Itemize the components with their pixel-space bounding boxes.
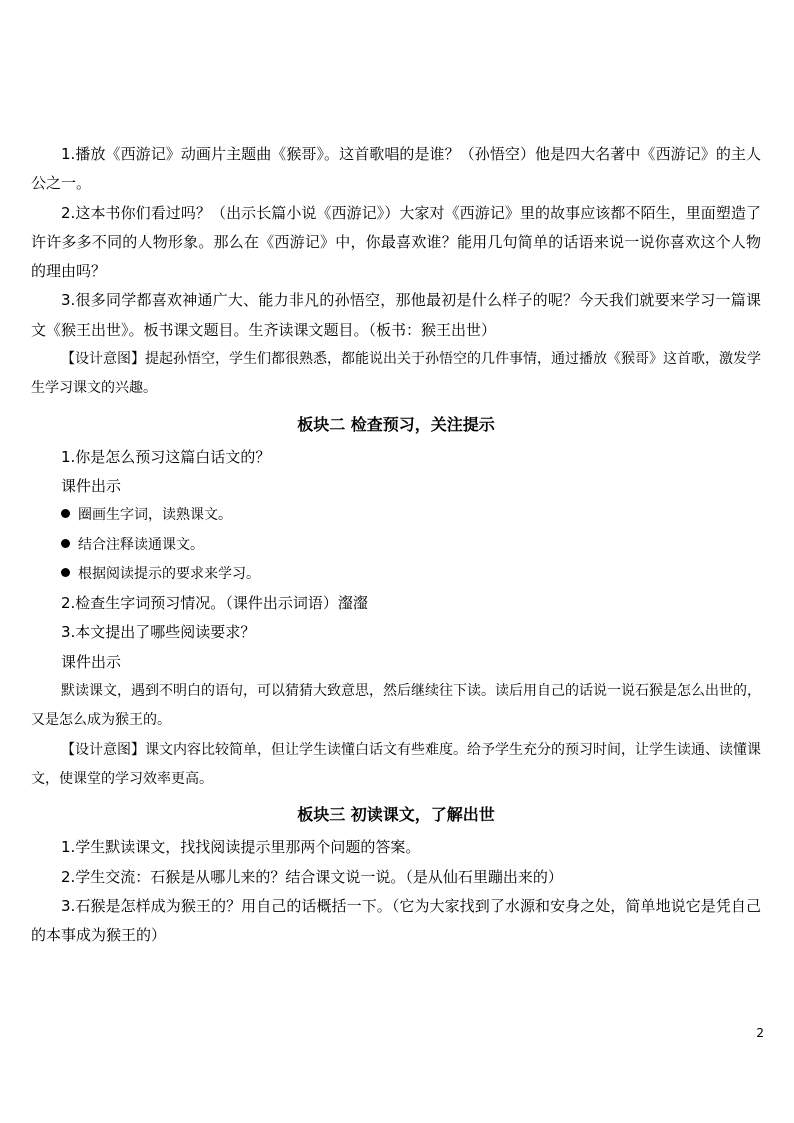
design-intent-2: 【设计意图】课文内容比较简单，但让学生读懂白话文有些难度。给予学生充分的预习时间，让学生读通、读懂课文，使课堂的学习效率更高。 (31, 741, 761, 787)
section-3-question-1: 1.学生默读课文，找找阅读提示里那两个问题的答案。 (61, 838, 421, 857)
intro-item-2: 2.这本书你们看过吗？（出示长篇小说《西游记》）大家对《西游记》里的故事应该都不陌生，里面塑造了许许多多不同的人物形象。那么在《西游记》中，你最喜欢谁？能用几句简单的话语来说一说你喜欢这个人物的理由吗？ (31, 203, 761, 281)
section-3-question-2: 2.学生交流：石猴是从哪儿来的？结合课文说一说。（是从仙石里蹦出来的） (61, 867, 563, 886)
section-2-question-1: 1.你是怎么预习这篇白话文的？ (61, 447, 271, 466)
bullet-item: 根据阅读提示的要求来学习。 (31, 560, 761, 589)
section-3-heading: 板块三 初读课文，了解出世 (297, 805, 495, 825)
intro-item-3: 3.很多同学都喜欢神通广大、能力非凡的孙悟空，那他最初是什么样子的呢？今天我们就要来学习一篇课文《猴王出世》。板书课文题目。生齐读课文题目。（板书：猴王出世） (31, 291, 761, 339)
document-page (31, 140, 761, 950)
bullet-item: 圈画生字词，读熟课文。 (31, 501, 761, 530)
courseware-label-2: 课件出示 (61, 652, 122, 671)
page-number: 2 (756, 1026, 764, 1040)
design-intent-1: 【设计意图】提起孙悟空，学生们都很熟悉，都能说出关于孙悟空的几件事情，通过播放《猴哥》这首歌，激发学生学习课文的兴趣。 (31, 351, 761, 397)
section-2-heading: 板块二 检查预习，关注提示 (297, 414, 495, 434)
section-3-question-3: 3.石猴是怎样成为猴王的？用自己的话概括一下。（它为大家找到了水源和安身之处，简单地说它是凭自己的本事成为猴王的） (31, 896, 761, 945)
bullet-icon (61, 539, 70, 548)
bullet-icon (61, 568, 70, 577)
section-2-question-3: 3.本文提出了哪些阅读要求？ (61, 623, 256, 642)
intro-item-1: 1.播放《西游记》动画片主题曲《猴哥》。这首歌唱的是谁？（孙悟空）他是四大名著中《西游记》的主人公之一。 (31, 145, 761, 193)
bullet-icon (61, 509, 70, 518)
section-2-question-2: 2.检查生字词预习情况。（课件出示词语）瀣瀣 (61, 594, 368, 613)
bullet-item: 结合注释读通课文。 (31, 531, 761, 560)
courseware-label-1: 课件出示 (61, 476, 122, 495)
reading-requirement: 默读课文，遇到不明白的语句，可以猜猜大致意思，然后继续往下读。读后用自己的话说一说石猴是怎么出世的，又是怎么成为猴王的。 (31, 683, 761, 729)
